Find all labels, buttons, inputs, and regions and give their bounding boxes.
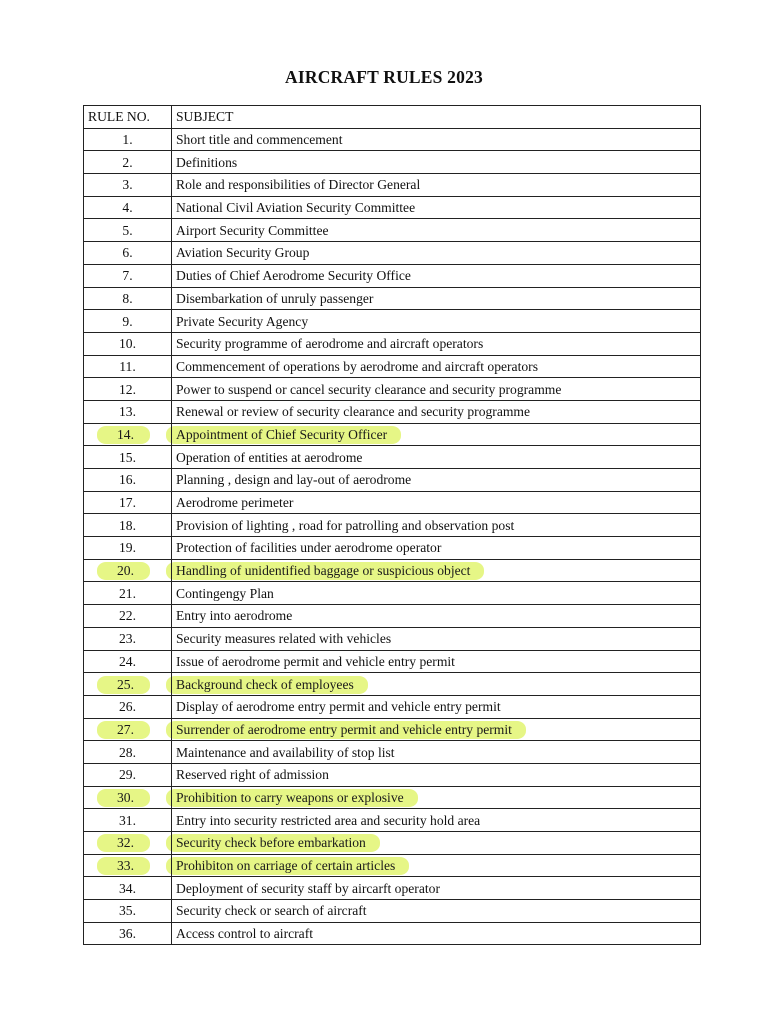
table-row [84, 832, 701, 855]
rule-number-cell: 9. [84, 310, 172, 333]
rule-subject-cell [172, 786, 701, 809]
highlight-mark [113, 855, 138, 876]
table-row [84, 355, 701, 378]
rule-number-cell: 3. [84, 174, 172, 197]
rule-number-cell [84, 854, 172, 877]
table-row [84, 196, 701, 219]
rule-subject-cell: Security measures related with vehicles [172, 627, 701, 650]
rule-number: 32. [117, 835, 134, 851]
rule-subject-cell: Private Security Agency [172, 310, 701, 333]
rule-number-cell: 24. [84, 650, 172, 673]
rule-number-cell: 5. [84, 219, 172, 242]
rule-number-cell: 21. [84, 582, 172, 605]
rule-number: 33. [117, 858, 134, 874]
rule-subject-cell: Security programme of aerodrome and aircraft operators [172, 332, 701, 355]
rule-subject-cell: Aviation Security Group [172, 242, 701, 265]
highlight-mark [172, 855, 399, 876]
highlight-mark [113, 719, 138, 740]
table-row [84, 378, 701, 401]
rule-number-cell: 28. [84, 741, 172, 764]
table-row [84, 741, 701, 764]
rule-number: 27. [117, 721, 134, 737]
rule-subject-cell: Access control to aircraft [172, 922, 701, 945]
subject-header: SUBJECT [172, 106, 701, 129]
table-row [84, 310, 701, 333]
rule-no-header: RULE NO. [84, 106, 172, 129]
page-title: AIRCRAFT RULES 2023 [285, 67, 483, 87]
table-row [84, 763, 701, 786]
table-row [84, 695, 701, 718]
rule-number-cell: 1. [84, 128, 172, 151]
rule-subject: Security check before embarkation [176, 835, 366, 851]
rule-subject-cell: Provision of lighting , road for patrolling and observation post [172, 514, 701, 537]
rules-table [83, 105, 701, 945]
table-row [84, 242, 701, 265]
table-row [84, 900, 701, 923]
table-row [84, 582, 701, 605]
table-row [84, 673, 701, 696]
table-row [84, 151, 701, 174]
rule-subject-cell: Commencement of operations by aerodrome and aircraft operators [172, 355, 701, 378]
rule-subject-cell: Display of aerodrome entry permit and vehicle entry permit [172, 695, 701, 718]
table-row [84, 287, 701, 310]
rule-subject-cell: Protection of facilities under aerodrome operator [172, 537, 701, 560]
table-row [84, 627, 701, 650]
rule-subject-cell [172, 718, 701, 741]
rule-subject-cell: Planning , design and lay-out of aerodrome [172, 469, 701, 492]
rule-number-cell: 4. [84, 196, 172, 219]
table-row [84, 877, 701, 900]
rule-subject-cell [172, 854, 701, 877]
rule-subject-cell: Aerodrome perimeter [172, 491, 701, 514]
rule-number-cell: 35. [84, 900, 172, 923]
rule-number-cell [84, 559, 172, 582]
highlight-mark [113, 424, 138, 445]
highlight-mark [172, 719, 516, 740]
table-row [84, 219, 701, 242]
rule-subject-cell: National Civil Aviation Security Committee [172, 196, 701, 219]
rule-subject-cell [172, 673, 701, 696]
rule-subject: Prohibition to carry weapons or explosive [176, 789, 404, 805]
rule-number: 25. [117, 676, 134, 692]
rule-subject-cell: Maintenance and availability of stop list [172, 741, 701, 764]
rule-subject: Background check of employees [176, 676, 354, 692]
table-row [84, 423, 701, 446]
table-row [84, 650, 701, 673]
highlight-mark [172, 787, 408, 808]
rule-number-cell: 22. [84, 605, 172, 628]
rule-subject: Surrender of aerodrome entry permit and vehicle entry permit [176, 721, 512, 737]
highlight-mark [172, 674, 358, 695]
rule-subject-cell: Duties of Chief Aerodrome Security Office [172, 264, 701, 287]
table-row [84, 718, 701, 741]
rule-subject-cell: Reserved right of admission [172, 763, 701, 786]
rule-number-cell: 36. [84, 922, 172, 945]
rule-subject-cell: Contingengy Plan [172, 582, 701, 605]
table-row [84, 400, 701, 423]
table-row [84, 786, 701, 809]
table-row [84, 605, 701, 628]
rule-number-cell: 17. [84, 491, 172, 514]
rule-number-cell: 7. [84, 264, 172, 287]
rule-number-cell: 10. [84, 332, 172, 355]
highlight-mark [172, 560, 474, 581]
rule-number-cell [84, 673, 172, 696]
table-row [84, 559, 701, 582]
rule-number: 20. [117, 563, 134, 579]
rule-subject: Handling of unidentified baggage or suspicious object [176, 563, 471, 579]
table-row [84, 514, 701, 537]
table-row [84, 264, 701, 287]
table-header-row [84, 106, 701, 129]
rule-number-cell: 34. [84, 877, 172, 900]
rule-number: 14. [117, 426, 134, 442]
highlight-mark [113, 560, 138, 581]
rule-subject-cell [172, 423, 701, 446]
rule-subject-cell: Airport Security Committee [172, 219, 701, 242]
rule-subject-cell: Power to suspend or cancel security clearance and security programme [172, 378, 701, 401]
highlight-mark [113, 787, 138, 808]
rule-subject: Appointment of Chief Security Officer [176, 426, 388, 442]
rule-number-cell: 6. [84, 242, 172, 265]
rule-number-cell: 29. [84, 763, 172, 786]
highlight-mark [172, 424, 391, 445]
rule-number: 30. [117, 789, 134, 805]
table-row [84, 469, 701, 492]
rule-subject-cell [172, 559, 701, 582]
rule-number-cell: 8. [84, 287, 172, 310]
table-row [84, 446, 701, 469]
rule-subject-cell: Entry into security restricted area and security hold area [172, 809, 701, 832]
rule-number-cell: 11. [84, 355, 172, 378]
rule-number-cell [84, 718, 172, 741]
rule-subject-cell: Role and responsibilities of Director General [172, 174, 701, 197]
table-row [84, 174, 701, 197]
rule-subject-cell: Definitions [172, 151, 701, 174]
table-row [84, 809, 701, 832]
rule-number-cell [84, 786, 172, 809]
rule-subject-cell: Short title and commencement [172, 128, 701, 151]
highlight-mark [113, 674, 138, 695]
table-row [84, 537, 701, 560]
rule-number-cell: 18. [84, 514, 172, 537]
highlight-mark [172, 832, 370, 853]
rule-subject-cell: Entry into aerodrome [172, 605, 701, 628]
rule-number-cell: 15. [84, 446, 172, 469]
rule-number-cell: 13. [84, 400, 172, 423]
rule-subject-cell: Issue of aerodrome permit and vehicle entry permit [172, 650, 701, 673]
rule-number-cell: 31. [84, 809, 172, 832]
rule-subject-cell: Deployment of security staff by aircarft operator [172, 877, 701, 900]
rule-subject-cell [172, 832, 701, 855]
rule-number-cell: 26. [84, 695, 172, 718]
rule-number-cell: 23. [84, 627, 172, 650]
highlight-mark [113, 832, 138, 853]
table-row [84, 332, 701, 355]
table-row [84, 922, 701, 945]
rule-number-cell: 12. [84, 378, 172, 401]
rule-number-cell: 2. [84, 151, 172, 174]
table-row [84, 854, 701, 877]
rule-subject-cell: Renewal or review of security clearance and security programme [172, 400, 701, 423]
rule-subject: Prohibiton on carriage of certain articles [176, 858, 396, 874]
rule-number-cell: 19. [84, 537, 172, 560]
rule-subject-cell: Disembarkation of unruly passenger [172, 287, 701, 310]
table-row [84, 491, 701, 514]
rule-number-cell: 16. [84, 469, 172, 492]
rule-subject-cell: Operation of entities at aerodrome [172, 446, 701, 469]
rule-number-cell [84, 423, 172, 446]
rule-number-cell [84, 832, 172, 855]
table-row [84, 128, 701, 151]
rule-subject-cell: Security check or search of aircraft [172, 900, 701, 923]
